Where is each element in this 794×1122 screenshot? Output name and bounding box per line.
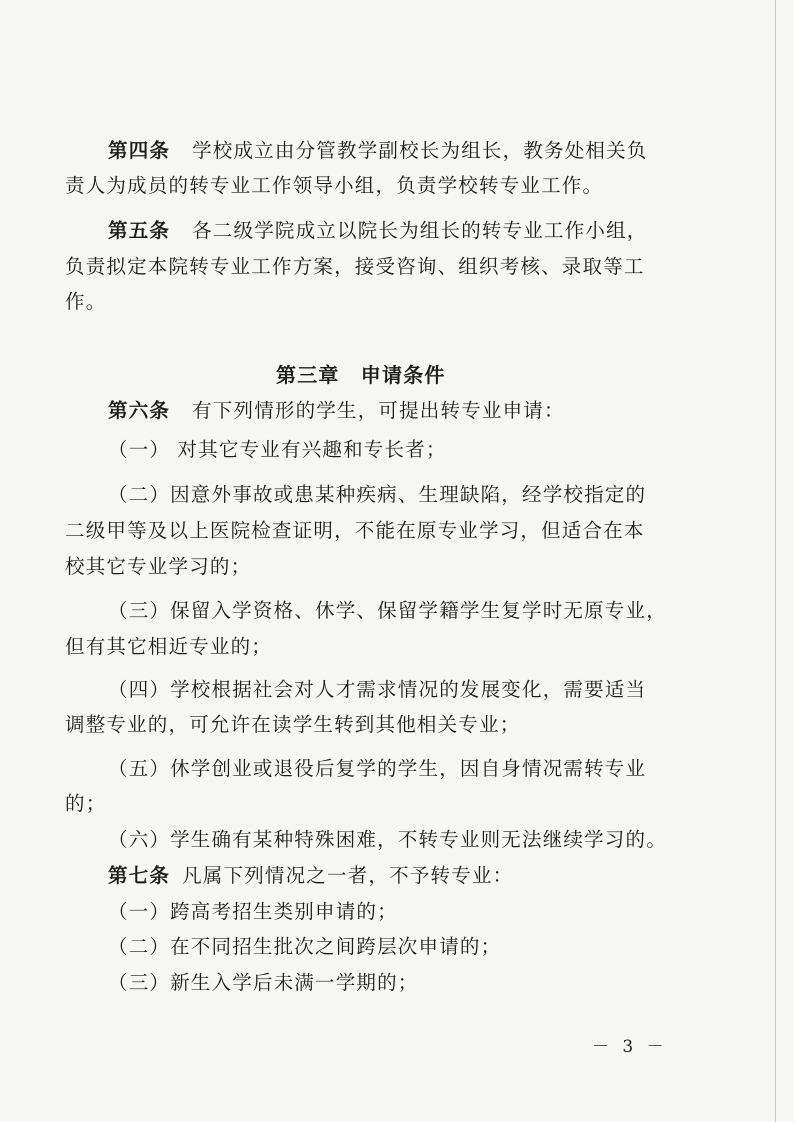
- article7-text: 凡属下列情况之一者，不予转专业：: [182, 864, 514, 887]
- article6-item5-line2: 的；: [65, 792, 107, 815]
- article4-line2: 责人为成员的转专业工作领导小组，负责学校转专业工作。: [65, 174, 604, 197]
- article6-item2-line2: 二级甲等及以上医院检查证明，不能在原专业学习，但适合在本: [65, 519, 645, 542]
- article6-item2-line1: （二）因意外事故或患某种疾病、生理缺陷，经学校指定的: [108, 483, 647, 506]
- article6-item6: （六）学生确有某种特殊困难，不转专业则无法继续学习的。: [108, 828, 667, 851]
- article6-item5-line1: （五）休学创业或退役后复学的学生，因自身情况需转专业: [108, 757, 647, 780]
- article7-item1: （一）跨高考招生类别申请的；: [108, 900, 398, 923]
- article4-text: 学校成立由分管教学副校长为组长，教务处相关负: [192, 139, 648, 162]
- article6-item1: （一） 对其它专业有兴趣和专长者；: [108, 438, 447, 461]
- page-edge: [775, 0, 776, 1122]
- article7-line1: [108, 859, 513, 893]
- article4-line1: [108, 134, 648, 168]
- article5-line1: [108, 214, 648, 248]
- article7-label: 第七条: [108, 864, 171, 887]
- article6-item2-line3: 校其它专业学习的；: [65, 555, 252, 578]
- article6-item4-line2: 调整专业的，可允许在读学生转到其他相关专业；: [65, 713, 521, 736]
- article5-text: 各二级学院成立以院长为组长的转专业工作小组，: [192, 219, 648, 242]
- page-number: － 3 －: [592, 1037, 668, 1057]
- article5-label: 第五条: [108, 219, 171, 242]
- article6-item4-line1: （四）学校根据社会对人才需求情况的发展变化，需要适当: [108, 678, 647, 701]
- article6-item3-line1: （三）保留入学资格、休学、保留学籍学生复学时无原专业，: [108, 599, 667, 622]
- article7-item2: （二）在不同招生批次之间跨层次申请的；: [108, 935, 502, 958]
- article7-item3: （三）新生入学后未满一学期的；: [108, 971, 419, 994]
- article6-line1: [108, 394, 565, 428]
- article5-line2: 负责拟定本院转专业工作方案，接受咨询、组织考核、录取等工: [65, 255, 645, 278]
- article6-item3-line2: 但有其它相近专业的；: [65, 635, 273, 658]
- article5-line3: 作。: [65, 290, 107, 313]
- article4-label: 第四条: [108, 139, 171, 162]
- article6-text: 有下列情形的学生，可提出转专业申请：: [192, 399, 565, 422]
- chapter-heading: 第三章 申请条件: [276, 363, 446, 387]
- article6-label: 第六条: [108, 399, 171, 422]
